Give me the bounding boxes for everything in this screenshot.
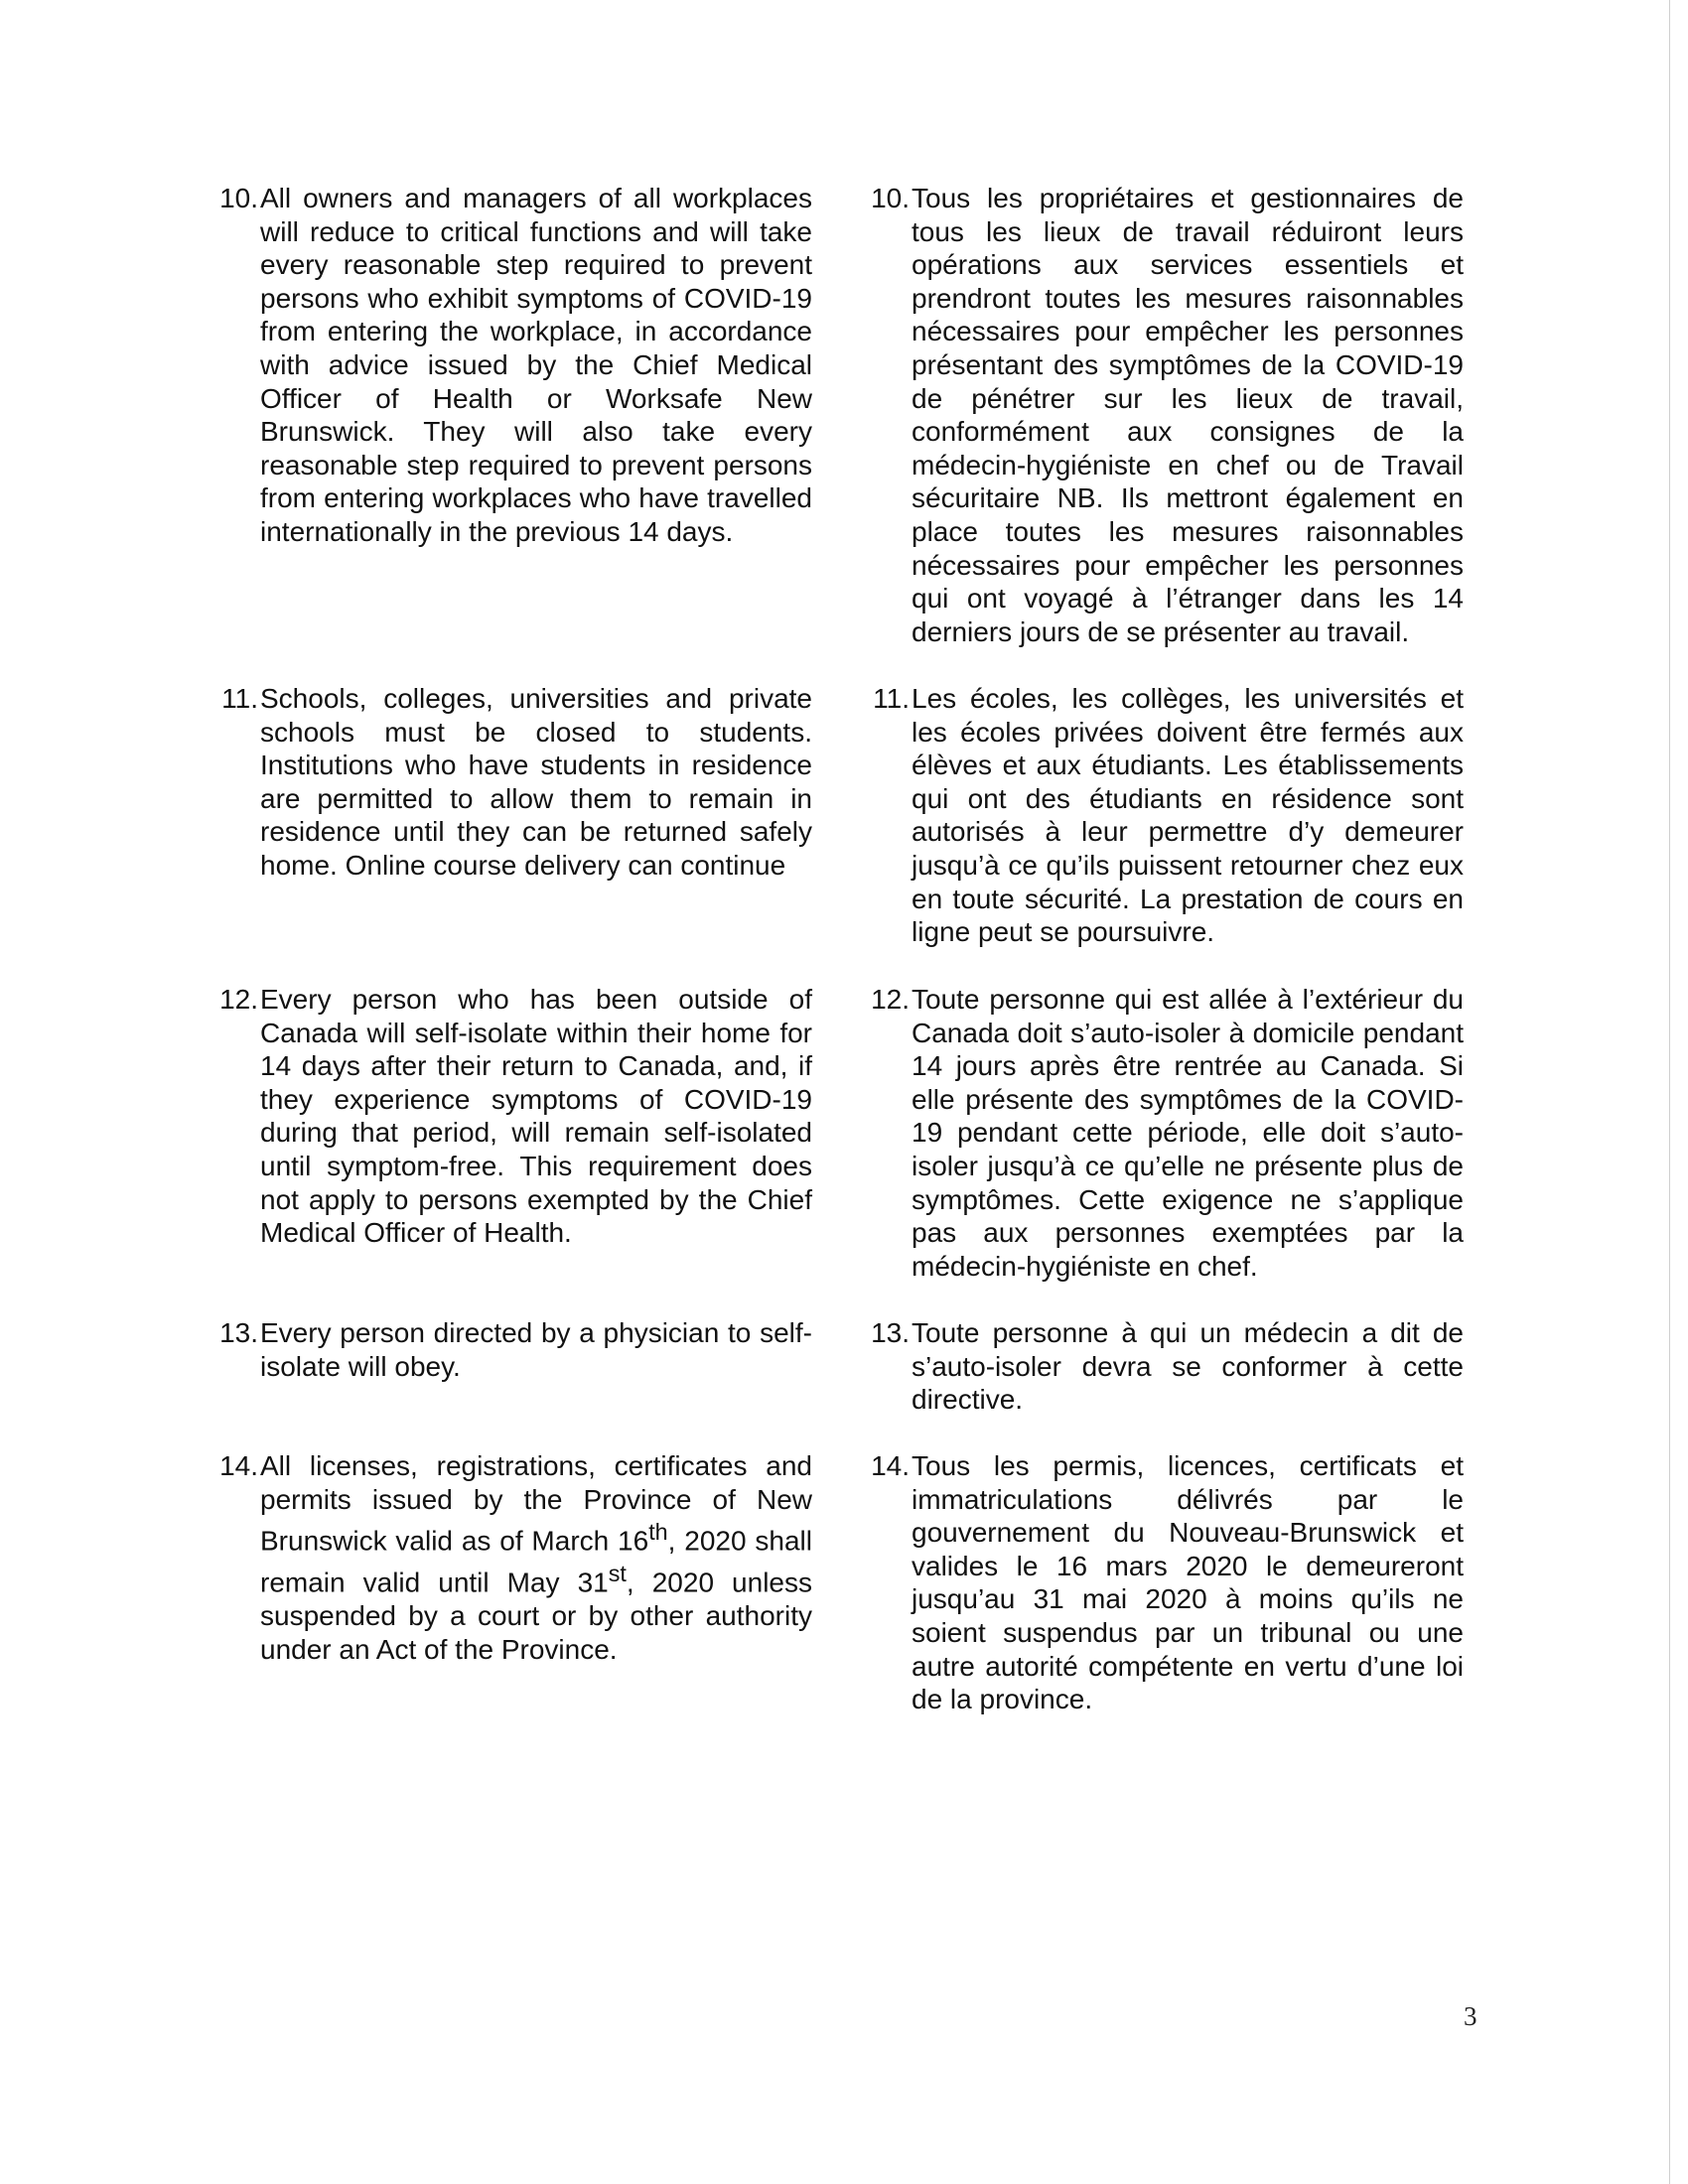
item-text: Every person who has been outside of Canada will self-isolate within their home for 14 days after their return to Canada, and, if they experience symptoms of COVID-19 during that period, will remain self-isolated until symptom-free. This requirement does not apply to persons exempted by the Chief Medical Officer of Health.: [260, 984, 812, 1249]
item-number: 14.: [219, 1450, 258, 1481]
item-text: Toute personne qui est allée à l’extérieur du Canada doit s’auto-isoler à domicile pendant 14 jours après être rentrée au Canada. Si elle présente des symptômes de la COVID-19 pendant cette période, elle doit s’auto-isoler jusqu’à ce qu’elle ne présente plus de symptômes. Cette exigence ne s’applique pas aux personnes exemptées par la médecin-hygiéniste en chef.: [912, 984, 1464, 1282]
list-item-en-13: [203, 1316, 828, 1383]
item-number: 14.: [871, 1450, 910, 1481]
item-text: Tous les propriétaires et gestionnaires de tous les lieux de travail réduiront leurs opérations aux services essentiels et prendront toutes les mesures raisonnables nécessaires pour empêcher les personnes présentant des symptômes de la COVID-19 de pénétrer sur les lieux de travail, conformément aux consignes de la médecin-hygiéniste en chef ou de Travail sécuritaire NB. Ils mettront également en place toutes les mesures raisonnables nécessaires pour empêcher les personnes qui ont voyagé à l’étranger dans les 14 derniers jours de se présenter au travail.: [912, 183, 1464, 647]
item-text: Toute personne à qui un médecin a dit de s’auto-isoler devra se conformer à cette directive.: [912, 1317, 1464, 1416]
list-item-en-12: [203, 983, 828, 1250]
list-item-en-10: [203, 182, 828, 549]
page-number: 3: [1464, 2001, 1477, 2031]
item-number: 12.: [219, 984, 258, 1015]
item-number: 12.: [871, 984, 910, 1015]
item-text: All owners and managers of all workplaces will reduce to critical functions and will take every reasonable step required to prevent persons who exhibit symptoms of COVID-19 from entering the workplace, in accordance with advice issued by the Chief Medical Officer of Health or Worksafe New Brunswick. They will also take every reasonable step required to prevent persons from entering workplaces who have travelled internationally in the previous 14 days.: [260, 183, 812, 547]
item-text: [260, 1449, 812, 1666]
item-text: Every person directed by a physician to self-isolate will obey.: [260, 1317, 812, 1382]
list-item-fr-14: [854, 1449, 1479, 1716]
item-number: 10.: [219, 183, 258, 213]
list-item-fr-13: [854, 1316, 1479, 1417]
list-item-en-14: [203, 1449, 828, 1666]
item-number: 11.: [221, 683, 258, 714]
list-item-fr-12: [854, 983, 1479, 1283]
item-text: Tous les permis, licences, certificats et immatriculations délivrés par le gouvernement du Nouveau-Brunswick et valides le 16 mars 2020 le demeureront jusqu’au 31 mai 2020 à moins qu’ils ne soient suspendus par un tribunal ou une autre autorité compétente en vertu d’une loi de la province.: [912, 1450, 1464, 1715]
item-text: Schools, colleges, universities and private schools must be closed to students. Institutions who have students in residence are permitted to allow them to remain in residence until they can be returned safely home. Online course delivery can continue: [260, 683, 812, 881]
list-item-fr-10: [854, 182, 1479, 648]
ordinal-suffix: th: [648, 1519, 668, 1546]
item-number: 13.: [871, 1317, 910, 1348]
ordinal-suffix: st: [608, 1561, 627, 1587]
item-number: 11.: [873, 683, 910, 714]
item-text-part: , 2020 unless suspended by a court or by other authority under an Act of the Province.: [260, 1567, 812, 1665]
item-text-part: All licenses, registrations, certificates and permits issued by the Province of New Brunswick valid as of March 16: [260, 1450, 812, 1557]
item-text-part: , 2020 shall remain valid until May 31: [260, 1525, 812, 1598]
item-text: Les écoles, les collèges, les universités et les écoles privées doivent être fermés aux élèves et aux étudiants. Les établissements qui ont des étudiants en résidence sont autorisés à leur permettre d’y demeurer jusqu’à ce qu’ils puissent retourner chez eux en toute sécurité. La prestation de cours en ligne peut se poursuivre.: [912, 683, 1464, 948]
list-item-en-11: [203, 682, 828, 883]
item-number: 10.: [871, 183, 910, 213]
list-item-fr-11: [854, 682, 1479, 949]
page-edge-line: [1669, 0, 1670, 2184]
item-number: 13.: [219, 1317, 258, 1348]
